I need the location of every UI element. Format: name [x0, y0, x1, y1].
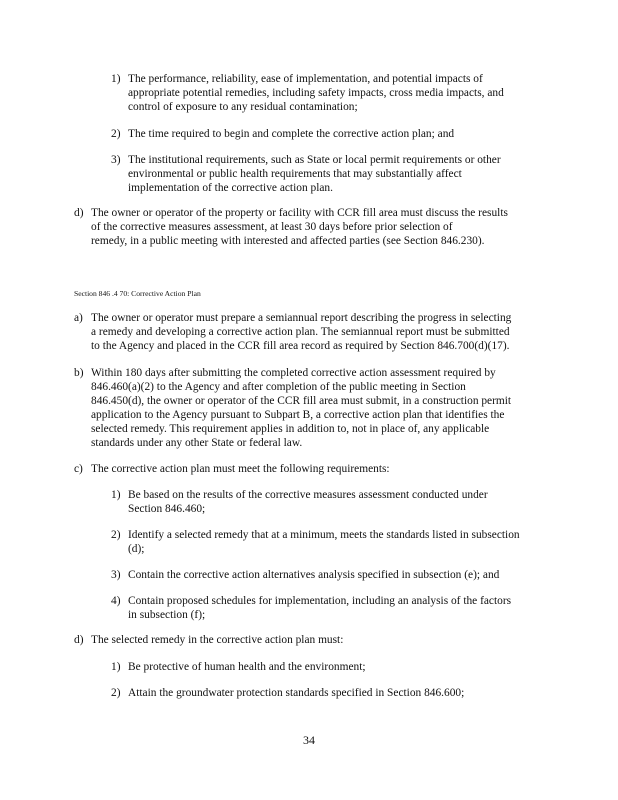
list-item: Identify a selected remedy that at a minimum, meets the standards listed in subsection (d); — [128, 529, 520, 555]
list-item: Contain proposed schedules for implementation, including an analysis of the factors in subsection (f); — [128, 595, 512, 621]
list-marker: 2) — [111, 529, 121, 541]
list-item: Attain the groundwater protection standards specified in Section 846.600; — [128, 687, 465, 699]
list-item: Be based on the results of the corrective measures assessment conducted under Section 846.460; — [128, 489, 488, 515]
list-item: Within 180 days after submitting the completed corrective action assessment required by 846.460(a)(2) to the Agency and after completion of the public meeting in Section 846.450(d), the owner or operator of the CCR fill area must submit, in a construction permit application to the Agency pursuant to Subpart B, a corrective action plan that identifies the selected remedy. This requirement applies in addition to, not in place of, any applicable standards under any other State or federal law. — [91, 367, 512, 449]
list-marker: 1) — [111, 73, 121, 85]
list-marker: 1) — [111, 489, 121, 501]
section-heading: Section 846 .4 70: Corrective Action Plan — [74, 289, 201, 298]
list-item: The performance, reliability, ease of implementation, and potential impacts of appropriate potential remedies, including safety impacts, cross media impacts, and control of exposure to any residual contamination; — [128, 73, 504, 113]
list-item: The owner or operator must prepare a semiannual report describing the progress in selecting a remedy and developing a corrective action plan. The semiannual report must be submitted to the Agency and placed in the CCR fill area record as required by Section 846.700(d)(17). — [91, 312, 512, 352]
list-marker: 1) — [111, 661, 121, 673]
list-item: Be protective of human health and the environment; — [128, 661, 366, 673]
list-marker: b) — [74, 367, 84, 379]
list-marker: 3) — [111, 154, 121, 166]
list-marker: 2) — [111, 128, 121, 140]
list-marker: d) — [74, 207, 84, 219]
list-marker: c) — [74, 463, 83, 475]
list-marker: 2) — [111, 687, 121, 699]
list-item: Contain the corrective action alternatives analysis specified in subsection (e); and — [128, 569, 500, 581]
page-number: 34 — [303, 733, 315, 747]
list-marker: a) — [74, 312, 83, 324]
list-item: The corrective action plan must meet the following requirements: — [91, 463, 390, 475]
list-item: The institutional requirements, such as State or local permit requirements or other environmental or public health requirements that may substantially affect implementation of the corrective action plan. — [128, 154, 501, 194]
list-marker: 4) — [111, 595, 121, 607]
list-marker: d) — [74, 634, 84, 646]
list-item: The owner or operator of the property or facility with CCR fill area must discuss the results of the corrective measures assessment, at least 30 days before prior selection of remedy, in a public meeting with interested and affected parties (see Section 846.230). — [91, 207, 508, 247]
list-item: The selected remedy in the corrective action plan must: — [91, 634, 344, 646]
list-item: The time required to begin and complete the corrective action plan; and — [128, 128, 455, 140]
list-marker: 3) — [111, 569, 121, 581]
